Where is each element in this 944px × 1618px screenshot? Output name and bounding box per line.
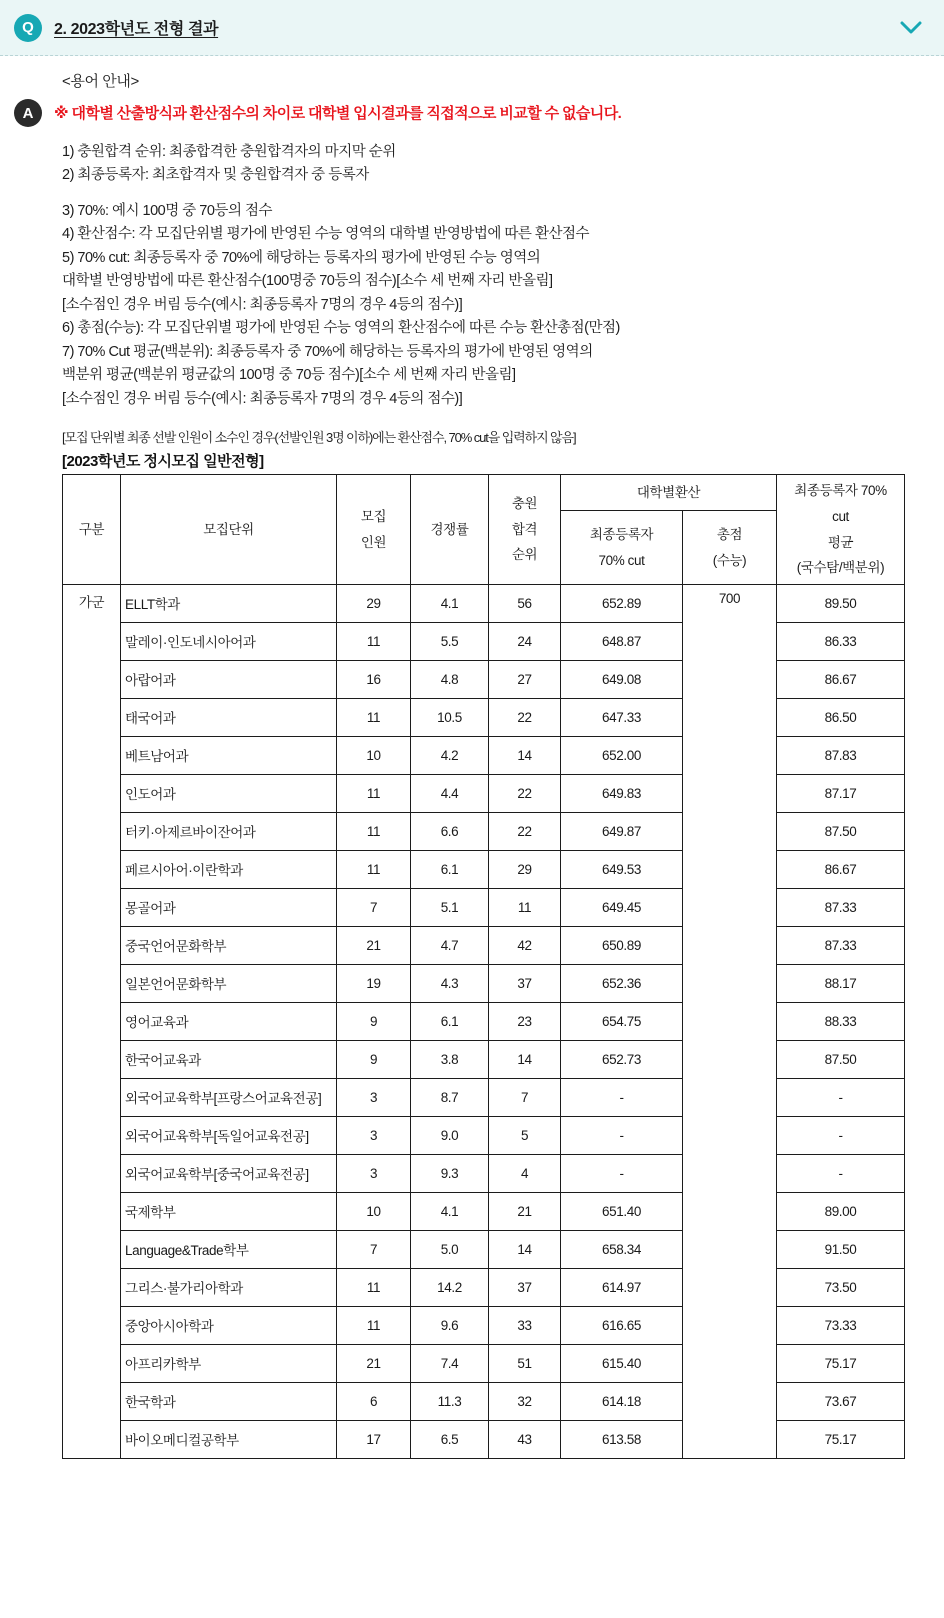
cell-competition-rate: 5.1: [411, 888, 489, 926]
cell-quota: 10: [337, 736, 411, 774]
th-cut-line2: 70% cut: [598, 552, 645, 568]
warning-text: ※ 대학별 산출방식과 환산점수의 차이로 대학별 입시결과를 직접적으로 비교할 수 없습니다.: [54, 105, 622, 122]
table-row: [63, 774, 905, 812]
cell-waitlist-rank: 21: [489, 1192, 561, 1230]
note-line: 백분위 평균(백분위 평균값의 100명 중 70등 점수)[소수 세 번째 자리 반올림]: [62, 367, 516, 384]
table-row: [63, 964, 905, 1002]
cell-unit-name: 외국어교육학부[프랑스어교육전공]: [121, 1078, 337, 1116]
term-guide-label: <용어 안내>: [62, 73, 139, 90]
cell-converted-cut: 649.08: [561, 660, 683, 698]
cell-waitlist-rank: 37: [489, 1268, 561, 1306]
th-cut-line1: 최종등록자: [589, 526, 654, 542]
cell-percentile-avg: 75.17: [777, 1420, 905, 1458]
cell-unit-name: 아랍어과: [121, 660, 337, 698]
cell-unit-name: 외국어교육학부[독일어교육전공]: [121, 1116, 337, 1154]
table-row: [63, 622, 905, 660]
cell-competition-rate: 14.2: [411, 1268, 489, 1306]
table-row: [63, 1192, 905, 1230]
cell-percentile-avg: 88.33: [777, 1002, 905, 1040]
th-total-line2: (수능): [712, 552, 747, 568]
cell-waitlist-rank: 51: [489, 1344, 561, 1382]
cell-quota: 9: [337, 1040, 411, 1078]
cell-competition-rate: 9.6: [411, 1306, 489, 1344]
cell-competition-rate: 4.8: [411, 660, 489, 698]
cell-waitlist-rank: 29: [489, 850, 561, 888]
th-pct-line4: (국수탐/백분위): [796, 560, 885, 576]
cell-quota: 11: [337, 774, 411, 812]
cell-competition-rate: 4.2: [411, 736, 489, 774]
cell-competition-rate: 3.8: [411, 1040, 489, 1078]
th-quota: [337, 475, 411, 585]
cell-unit-name: 인도어과: [121, 774, 337, 812]
cell-competition-rate: 6.6: [411, 812, 489, 850]
cell-competition-rate: 5.0: [411, 1230, 489, 1268]
cell-unit-name: 국제학부: [121, 1192, 337, 1230]
cell-waitlist-rank: 22: [489, 774, 561, 812]
cell-waitlist-rank: 27: [489, 660, 561, 698]
cell-competition-rate: 4.7: [411, 926, 489, 964]
cell-waitlist-rank: 14: [489, 1230, 561, 1268]
note-line: 1) 충원합격 순위: 최종합격한 충원합격자의 마지막 순위: [62, 144, 396, 160]
cell-unit-name: 말레이·인도네시아어과: [121, 622, 337, 660]
cell-unit-name: 몽골어과: [121, 888, 337, 926]
cell-unit-name: 페르시아어·이란학과: [121, 850, 337, 888]
table-row: [63, 812, 905, 850]
cell-waitlist-rank: 32: [489, 1382, 561, 1420]
cell-quota: 21: [337, 926, 411, 964]
cell-total-score: 700: [683, 584, 777, 1458]
cell-percentile-avg: 86.50: [777, 698, 905, 736]
cell-percentile-avg: 87.83: [777, 736, 905, 774]
cell-competition-rate: 8.7: [411, 1078, 489, 1116]
cell-unit-name: 일본언어문화학부: [121, 964, 337, 1002]
cell-quota: 3: [337, 1154, 411, 1192]
cell-converted-cut: 649.83: [561, 774, 683, 812]
cell-waitlist-rank: 14: [489, 736, 561, 774]
th-pct-line1: 최종등록자 70%: [794, 483, 887, 499]
cell-converted-cut: 614.97: [561, 1268, 683, 1306]
cell-unit-name: 베트남어과: [121, 736, 337, 774]
cell-unit-name: 한국학과: [121, 1382, 337, 1420]
cell-converted-cut: 616.65: [561, 1306, 683, 1344]
cell-quota: 11: [337, 1268, 411, 1306]
table-header-row-1: [63, 475, 905, 511]
cell-converted-cut: 649.45: [561, 888, 683, 926]
cell-quota: 3: [337, 1078, 411, 1116]
cell-competition-rate: 5.5: [411, 622, 489, 660]
table-row: [63, 698, 905, 736]
cell-converted-cut: 652.36: [561, 964, 683, 1002]
cell-unit-name: 아프리카학부: [121, 1344, 337, 1382]
table-body: [63, 584, 905, 1458]
cell-unit-name: 중국언어문화학부: [121, 926, 337, 964]
cell-waitlist-rank: 42: [489, 926, 561, 964]
cell-quota: 7: [337, 1230, 411, 1268]
cell-percentile-avg: 88.17: [777, 964, 905, 1002]
th-total-score: [683, 511, 777, 585]
table-row: [63, 1078, 905, 1116]
table-row: [63, 926, 905, 964]
cell-quota: 11: [337, 1306, 411, 1344]
admission-results-table: [62, 474, 905, 1459]
table-row: [63, 1268, 905, 1306]
th-rank-line2: 합격: [511, 521, 538, 537]
cell-converted-cut: 615.40: [561, 1344, 683, 1382]
cell-percentile-avg: 73.50: [777, 1268, 905, 1306]
cell-competition-rate: 4.3: [411, 964, 489, 1002]
cell-unit-name: 터키·아제르바이잔어과: [121, 812, 337, 850]
cell-converted-cut: 652.89: [561, 584, 683, 622]
cell-waitlist-rank: 23: [489, 1002, 561, 1040]
cell-quota: 3: [337, 1116, 411, 1154]
chevron-down-icon[interactable]: [898, 15, 924, 41]
table-row: [63, 1154, 905, 1192]
table-row: [63, 888, 905, 926]
cell-unit-name: 태국어과: [121, 698, 337, 736]
note-line: 6) 총점(수능): 각 모집단위별 평가에 반영된 수능 영역의 환산점수에 따른 수능 환산총점(만점): [62, 320, 620, 337]
note-line: 5) 70% cut: 최종등록자 중 70%에 해당하는 등록자의 평가에 반영된 수능 영역의: [62, 249, 541, 266]
cell-unit-name: 바이오메디컬공학부: [121, 1420, 337, 1458]
cell-percentile-avg: 86.67: [777, 660, 905, 698]
question-header[interactable]: [0, 0, 944, 56]
cell-unit-name: 그리스·불가리아학과: [121, 1268, 337, 1306]
cell-converted-cut: 650.89: [561, 926, 683, 964]
cell-unit-name: 한국어교육과: [121, 1040, 337, 1078]
table-row: [63, 1306, 905, 1344]
cell-waitlist-rank: 11: [489, 888, 561, 926]
th-rank-line3: 순위: [511, 547, 538, 563]
cell-percentile-avg: -: [777, 1078, 905, 1116]
cell-waitlist-rank: 37: [489, 964, 561, 1002]
cell-quota: 11: [337, 850, 411, 888]
cell-percentile-avg: 87.33: [777, 926, 905, 964]
note-line: [소수점인 경우 버림 등수(예시: 최종등록자 7명의 경우 4등의 점수)]: [62, 390, 463, 407]
cell-converted-cut: -: [561, 1116, 683, 1154]
cell-converted-cut: 652.73: [561, 1040, 683, 1078]
cell-unit-name: 외국어교육학부[중국어교육전공]: [121, 1154, 337, 1192]
cell-unit-name: 중앙아시아학과: [121, 1306, 337, 1344]
cell-competition-rate: 4.1: [411, 1192, 489, 1230]
question-title[interactable]: 2. 2023학년도 전형 결과: [54, 21, 219, 38]
cell-competition-rate: 6.1: [411, 850, 489, 888]
cell-percentile-avg: 86.67: [777, 850, 905, 888]
th-quota-line2: 인원: [360, 534, 387, 550]
th-gubun: 구분: [63, 475, 121, 585]
cell-quota: 11: [337, 622, 411, 660]
cell-competition-rate: 7.4: [411, 1344, 489, 1382]
cell-converted-cut: 649.87: [561, 812, 683, 850]
cell-competition-rate: 4.1: [411, 584, 489, 622]
cell-converted-cut: 652.00: [561, 736, 683, 774]
cell-competition-rate: 10.5: [411, 698, 489, 736]
th-pct-line2: cut: [832, 508, 849, 524]
cell-percentile-avg: 89.50: [777, 584, 905, 622]
cell-percentile-avg: 73.67: [777, 1382, 905, 1420]
th-percentile: [777, 475, 905, 585]
notes-spacer: [62, 188, 924, 200]
cell-quota: 9: [337, 1002, 411, 1040]
cell-percentile-avg: 73.33: [777, 1306, 905, 1344]
th-pct-line3: 평균: [827, 534, 854, 550]
table-row: [63, 1230, 905, 1268]
cell-converted-cut: -: [561, 1078, 683, 1116]
cell-converted-cut: 648.87: [561, 622, 683, 660]
cell-waitlist-rank: 56: [489, 584, 561, 622]
table-row: [63, 584, 905, 622]
cell-percentile-avg: 86.33: [777, 622, 905, 660]
note-line: [소수점인 경우 버림 등수(예시: 최종등록자 7명의 경우 4등의 점수)]: [62, 296, 463, 313]
cell-quota: 29: [337, 584, 411, 622]
cell-waitlist-rank: 43: [489, 1420, 561, 1458]
table-caption: [2023학년도 정시모집 일반전형]: [62, 453, 264, 471]
cell-waitlist-rank: 22: [489, 812, 561, 850]
table-row: [63, 1382, 905, 1420]
cell-converted-cut: 651.40: [561, 1192, 683, 1230]
cell-quota: 21: [337, 1344, 411, 1382]
cell-group-label: 가군: [63, 584, 121, 1458]
cell-quota: 16: [337, 660, 411, 698]
cell-quota: 17: [337, 1420, 411, 1458]
cell-competition-rate: 4.4: [411, 774, 489, 812]
cell-competition-rate: 9.3: [411, 1154, 489, 1192]
note-line: 대학별 반영방법에 따른 환산점수(100명중 70등의 점수)[소수 세 번째 자리 반올림]: [62, 273, 553, 290]
note-line: 2) 최종등록자: 최초합격자 및 충원합격자 중 등록자: [62, 167, 369, 184]
cell-waitlist-rank: 14: [489, 1040, 561, 1078]
table-row: [63, 1040, 905, 1078]
th-rank-line1: 충원: [511, 496, 538, 512]
table-row: [63, 850, 905, 888]
th-rank: [489, 475, 561, 585]
cell-percentile-avg: 89.00: [777, 1192, 905, 1230]
cell-quota: 11: [337, 698, 411, 736]
cell-converted-cut: 654.75: [561, 1002, 683, 1040]
answer-badge: A: [14, 99, 42, 127]
cell-waitlist-rank: 33: [489, 1306, 561, 1344]
cell-percentile-avg: -: [777, 1154, 905, 1192]
table-head: [63, 475, 905, 585]
cell-quota: 7: [337, 888, 411, 926]
cell-competition-rate: 6.1: [411, 1002, 489, 1040]
th-rate: 경쟁률: [411, 475, 489, 585]
cell-competition-rate: 9.0: [411, 1116, 489, 1154]
table-row: [63, 1420, 905, 1458]
small-note: [모집 단위별 최종 선발 인원이 소수인 경우(선발인원 3명 이하)에는 환산점수, 70% cut을 입력하지 않음]: [62, 430, 576, 446]
cell-percentile-avg: 87.50: [777, 812, 905, 850]
cell-percentile-avg: 87.50: [777, 1040, 905, 1078]
note-line: 3) 70%: 예시 100명 중 70등의 점수: [62, 202, 272, 219]
table-row: [63, 660, 905, 698]
cell-waitlist-rank: 22: [489, 698, 561, 736]
cell-converted-cut: 613.58: [561, 1420, 683, 1458]
cell-percentile-avg: 87.17: [777, 774, 905, 812]
cell-quota: 19: [337, 964, 411, 1002]
th-final-cut: [561, 511, 683, 585]
th-unit: 모집단위: [121, 475, 337, 585]
cell-converted-cut: -: [561, 1154, 683, 1192]
cell-converted-cut: 649.53: [561, 850, 683, 888]
th-total-line1: 총점: [716, 526, 743, 542]
cell-waitlist-rank: 7: [489, 1078, 561, 1116]
cell-percentile-avg: 87.33: [777, 888, 905, 926]
cell-unit-name: ELLT학과: [121, 584, 337, 622]
table-row: [63, 1002, 905, 1040]
cell-quota: 10: [337, 1192, 411, 1230]
cell-quota: 6: [337, 1382, 411, 1420]
cell-quota: 11: [337, 812, 411, 850]
cell-percentile-avg: -: [777, 1116, 905, 1154]
answer-body: [0, 56, 944, 1469]
cell-waitlist-rank: 5: [489, 1116, 561, 1154]
cell-converted-cut: 647.33: [561, 698, 683, 736]
cell-converted-cut: 614.18: [561, 1382, 683, 1420]
cell-competition-rate: 6.5: [411, 1420, 489, 1458]
table-row: [63, 1344, 905, 1382]
table-row: [63, 736, 905, 774]
cell-unit-name: 영어교육과: [121, 1002, 337, 1040]
th-conversion-group: 대학별환산: [561, 475, 777, 511]
notes-block: [62, 141, 924, 411]
cell-competition-rate: 11.3: [411, 1382, 489, 1420]
th-quota-line1: 모집: [360, 508, 387, 524]
table-row: [63, 1116, 905, 1154]
cell-percentile-avg: 91.50: [777, 1230, 905, 1268]
note-line: 4) 환산점수: 각 모집단위별 평가에 반영된 수능 영역의 대학별 반영방법에 따른 환산점수: [62, 226, 589, 243]
cell-waitlist-rank: 24: [489, 622, 561, 660]
cell-converted-cut: 658.34: [561, 1230, 683, 1268]
warning-row: [14, 99, 924, 127]
cell-percentile-avg: 75.17: [777, 1344, 905, 1382]
note-line: 7) 70% Cut 평균(백분위): 최종등록자 중 70%에 해당하는 등록자의 평가에 반영된 영역의: [62, 343, 593, 360]
question-badge: Q: [14, 14, 42, 42]
cell-waitlist-rank: 4: [489, 1154, 561, 1192]
cell-unit-name: Language&Trade학부: [121, 1230, 337, 1268]
